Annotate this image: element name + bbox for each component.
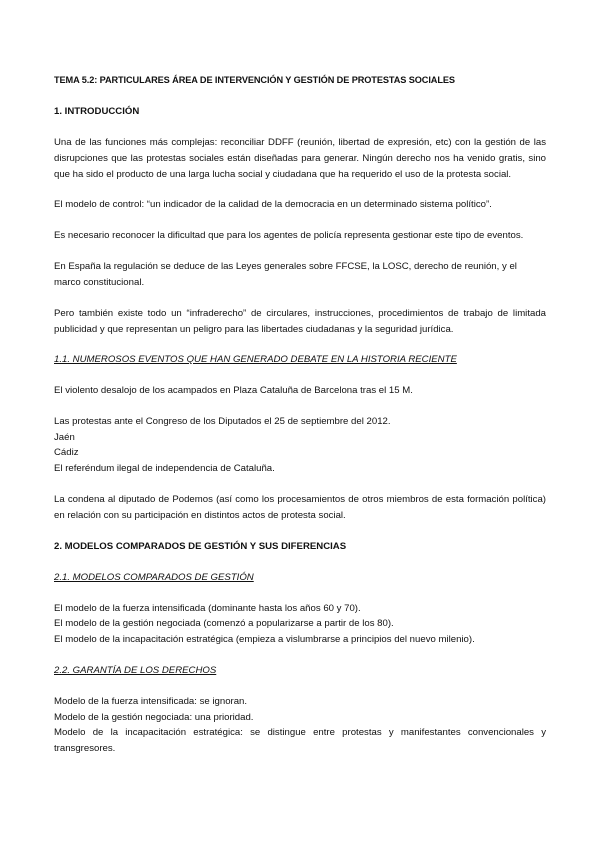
intro-paragraph-5: Pero también existe todo un “infraderecho” de circulares, instrucciones, procedimientos de trabajo de limitada publicidad y que representan un peligro para las libertades ciudadanas y la seguridad jurídica. (54, 308, 546, 335)
document-title: TEMA 5.2: PARTICULARES ÁREA DE INTERVENCIÓN Y GESTIÓN DE PROTESTAS SOCIALES (54, 75, 455, 85)
section-2-heading: 2. MODELOS COMPARADOS DE GESTIÓN Y SUS DIFERENCIAS (54, 541, 347, 552)
intro-paragraph-4: En España la regulación se deduce de las Leyes generales sobre FFCSE, la LOSC, derecho de reunión, y el marco constitucional. (54, 261, 517, 288)
model-item-3: El modelo de la incapacitación estratégica (empieza a vislumbrarse a principios del nuevo milenio). (54, 634, 475, 645)
event-item-1: El violento desalojo de los acampados en Plaza Cataluña de Barcelona tras el 15 M. (54, 385, 413, 396)
event-item-3: Jaén (54, 432, 75, 443)
intro-paragraph-2: El modelo de control: “un indicador de la calidad de la democracia en un determinado sistema político”. (54, 199, 492, 210)
event-paragraph-6: La condena al diputado de Podemos (así como los procesamientos de otros miembros de esta formación política) en relación con su participación en distintos actos de protesta social. (54, 494, 546, 521)
section-2-2-heading: 2.2. GARANTÍA DE LOS DERECHOS (54, 665, 217, 676)
guarantee-item-2: Modelo de la gestión negociada: una prioridad. (54, 712, 254, 723)
guarantee-item-3: Modelo de la incapacitación estratégica: se distingue entre protestas y manifestantes convencionales y transgresores. (54, 727, 546, 754)
event-item-4: Cádiz (54, 447, 79, 458)
event-item-5: El referéndum ilegal de independencia de Cataluña. (54, 463, 275, 474)
section-2-1-heading: 2.1. MODELOS COMPARADOS DE GESTIÓN (54, 572, 254, 583)
intro-paragraph-1: Una de las funciones más complejas: reconciliar DDFF (reunión, libertad de expresión, etc) con la gestión de las disrupciones que las protestas sociales están diseñadas para generar. Ningún derecho nos ha venido gratis, sino que ha sido el producto de una larga lucha social y ciudadana que ha requerido el uso de la protesta social. (54, 137, 546, 180)
event-item-2: Las protestas ante el Congreso de los Diputados el 25 de septiembre del 2012. (54, 416, 391, 427)
model-item-1: El modelo de la fuerza intensificada (dominante hasta los años 60 y 70). (54, 603, 361, 614)
model-item-2: El modelo de la gestión negociada (comenzó a popularizarse a partir de los 80). (54, 618, 394, 629)
guarantee-item-1: Modelo de la fuerza intensificada: se ignoran. (54, 696, 248, 707)
section-1-1-heading: 1.1. NUMEROSOS EVENTOS QUE HAN GENERADO DEBATE EN LA HISTORIA RECIENTE (54, 354, 457, 365)
intro-paragraph-3: Es necesario reconocer la dificultad que para los agentes de policía representa gestionar este tipo de eventos. (54, 230, 524, 241)
section-1-heading: 1. INTRODUCCIÓN (54, 106, 140, 117)
